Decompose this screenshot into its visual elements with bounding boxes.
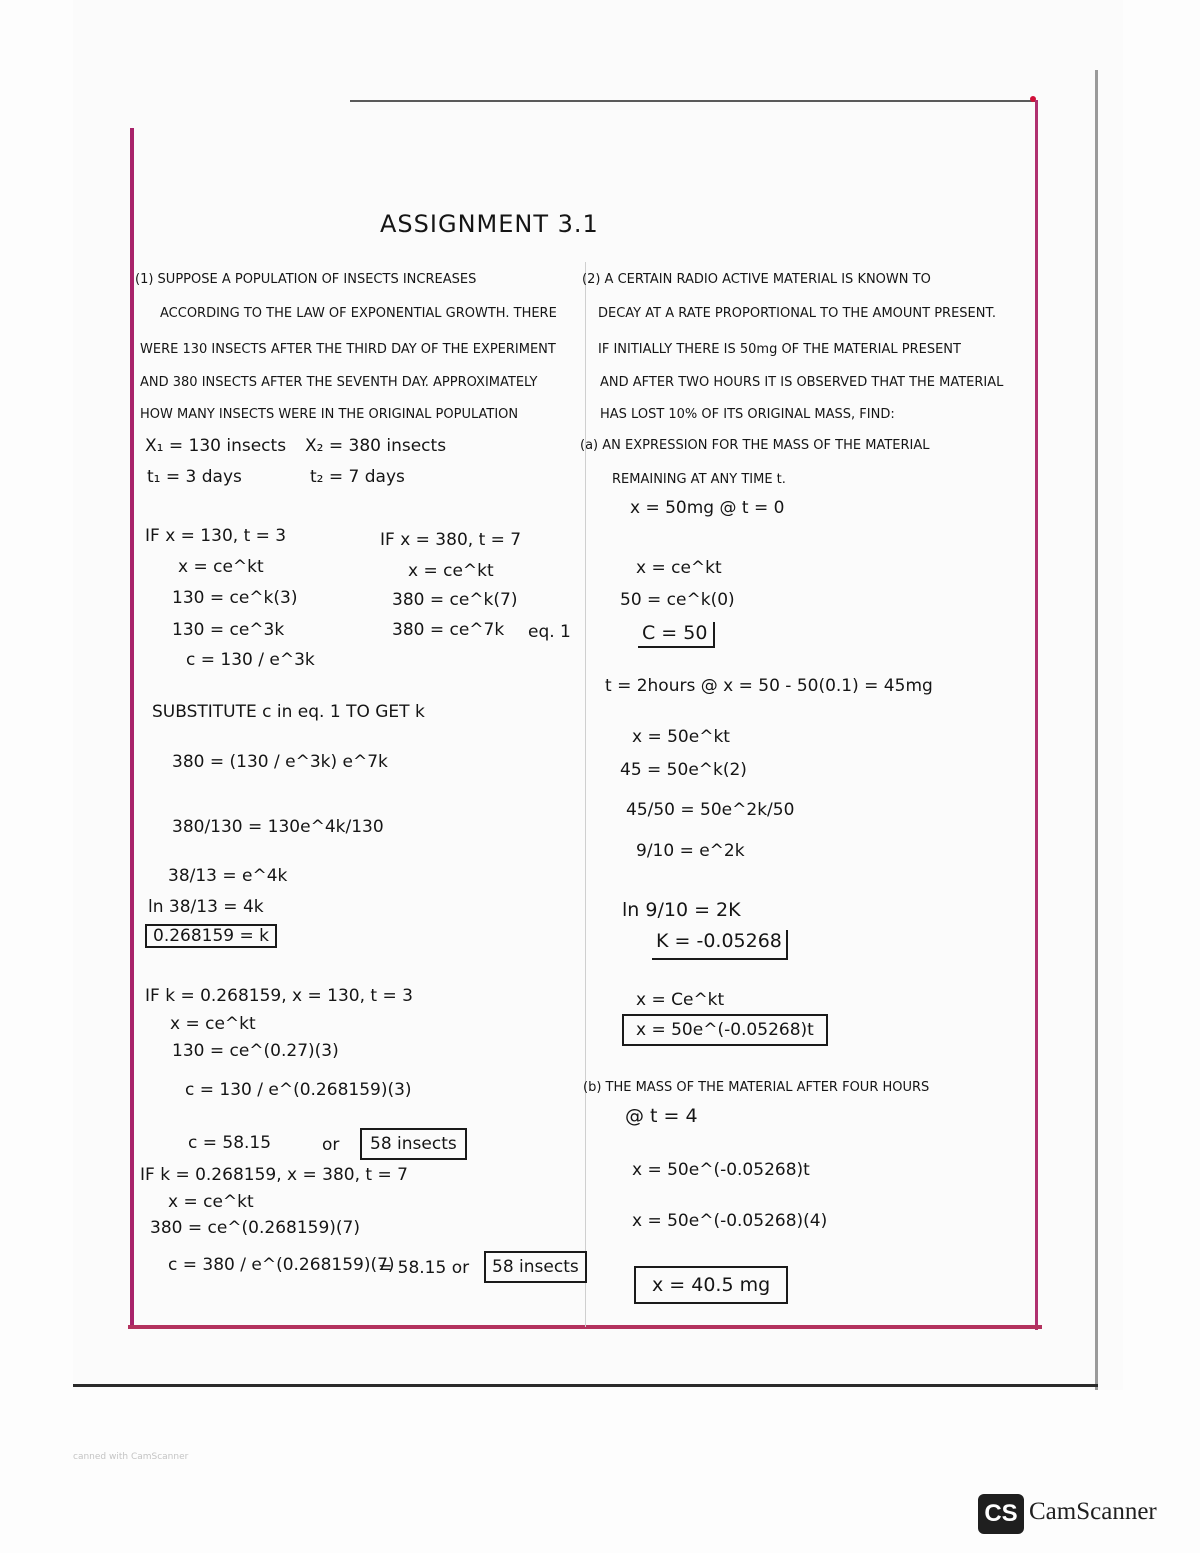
given-x2: X₂ = 380 insects	[305, 436, 447, 456]
problem-1-line: (1) SUPPOSE A POPULATION OF INSECTS INCREASES	[135, 272, 477, 287]
solve-a-line: x = ce^kt	[636, 558, 722, 578]
case1-line: 130 = ce^k(3)	[172, 588, 298, 608]
problem-2-line: DECAY AT A RATE PROPORTIONAL TO THE AMOUNT PRESENT.	[598, 306, 997, 321]
solve-k-line: 45 = 50e^k(2)	[620, 760, 747, 780]
problem-1-line: AND 380 INSECTS AFTER THE SEVENTH DAY. APPROXIMATELY	[140, 375, 538, 390]
part-b-line: (b) THE MASS OF THE MATERIAL AFTER FOUR HOURS	[583, 1080, 930, 1095]
scanned-watermark: canned with CamScanner	[73, 1452, 189, 1462]
solve-c1-line: 130 = ce^(0.27)(3)	[172, 1041, 339, 1061]
left-margin-line	[130, 128, 134, 1328]
substitute-line: 38/13 = e^4k	[168, 866, 288, 886]
right-margin-line	[1035, 100, 1038, 1330]
given-t2: t₂ = 7 days	[310, 467, 405, 487]
bottom-rule	[73, 1384, 1098, 1387]
problem-1-line: HOW MANY INSECTS WERE IN THE ORIGINAL POPULATION	[140, 407, 519, 422]
solve-c2-line: x = ce^kt	[168, 1192, 254, 1212]
expression-line: x = Ce^kt	[636, 990, 725, 1010]
camscanner-logo-icon: CS	[978, 1494, 1024, 1534]
answer-box-2: 58 insects	[484, 1251, 587, 1283]
problem-1-line: ACCORDING TO THE LAW OF EXPONENTIAL GROWTH. THERE	[160, 306, 557, 321]
solve-c2-line: 380 = ce^(0.268159)(7)	[150, 1218, 361, 1238]
solve-k-line: 45/50 = 50e^2k/50	[626, 800, 795, 820]
two-hours-line: t = 2hours @ x = 50 - 50(0.1) = 45mg	[605, 676, 933, 696]
substitute-line: SUBSTITUTE c in eq. 1 TO GET k	[152, 702, 425, 722]
solve-k-line: x = 50e^kt	[632, 727, 730, 747]
solve-k-line: ln 9/10 = 2K	[622, 899, 741, 921]
page-title: ASSIGNMENT 3.1	[380, 210, 599, 238]
substitute-line: ln 38/13 = 4k	[148, 897, 264, 917]
final-answer-box: x = 40.5 mg	[634, 1266, 788, 1304]
solve-c2-line: IF k = 0.268159, x = 380, t = 7	[140, 1165, 408, 1185]
case2-line: 380 = ce^7k	[392, 620, 505, 640]
case1-line: x = ce^kt	[178, 557, 264, 577]
case1-line: c = 130 / e^3k	[186, 650, 315, 670]
part-a-line: x = 50mg @ t = 0	[630, 498, 785, 518]
top-rule	[350, 100, 1036, 102]
paper-edge	[1095, 70, 1098, 1390]
solve-b-line: x = 50e^(-0.05268)(4)	[632, 1211, 828, 1231]
case2-line: 380 = ce^k(7)	[392, 590, 518, 610]
case2-line: IF x = 380, t = 7	[380, 530, 522, 550]
solve-a-line: 50 = ce^k(0)	[620, 590, 735, 610]
problem-2-line: AND AFTER TWO HOURS IT IS OBSERVED THAT THE MATERIAL	[600, 375, 1004, 390]
answer-box-1: 58 insects	[360, 1128, 467, 1160]
solve-c2-line: c = 380 / e^(0.268159)(7)	[168, 1255, 395, 1275]
case1-line: 130 = ce^3k	[172, 620, 285, 640]
problem-2-line: (2) A CERTAIN RADIO ACTIVE MATERIAL IS KNOWN TO	[582, 272, 931, 287]
solve-c1-line: IF k = 0.268159, x = 130, t = 3	[145, 986, 413, 1006]
expression-box: x = 50e^(-0.05268)t	[622, 1014, 828, 1046]
column-divider	[585, 262, 586, 1327]
given-t1: t₁ = 3 days	[147, 467, 242, 487]
solve-k-line: 9/10 = e^2k	[636, 841, 745, 861]
solve-c1-line: c = 130 / e^(0.268159)(3)	[185, 1080, 412, 1100]
problem-2-line: HAS LOST 10% OF ITS ORIGINAL MASS, FIND:	[600, 407, 895, 422]
part-a-line: (a) AN EXPRESSION FOR THE MASS OF THE MATERIAL	[580, 438, 930, 453]
given-x1: X₁ = 130 insects	[145, 436, 287, 456]
or-label: or	[322, 1135, 340, 1155]
case1-line: IF x = 130, t = 3	[145, 526, 287, 546]
k-result-box: 0.268159 = k	[145, 924, 277, 948]
camscanner-brand: CamScanner	[1029, 1498, 1157, 1525]
problem-2-line: IF INITIALLY THERE IS 50mg OF THE MATERIAL PRESENT	[598, 342, 961, 357]
substitute-line: 380/130 = 130e^4k/130	[172, 817, 384, 837]
solve-c1-line: c = 58.15	[188, 1133, 272, 1153]
substitute-line: 380 = (130 / e^3k) e^7k	[172, 752, 388, 772]
k-value-box: K = -0.05268	[652, 930, 788, 960]
eq1-label: eq. 1	[528, 622, 571, 642]
case2-line: x = ce^kt	[408, 561, 494, 581]
solve-c1-line: x = ce^kt	[170, 1014, 256, 1034]
part-b-line: @ t = 4	[625, 1105, 698, 1127]
part-a-line: REMAINING AT ANY TIME t.	[612, 472, 786, 487]
solve-c2-line: = 58.15 or	[378, 1258, 470, 1278]
solve-b-line: x = 50e^(-0.05268)t	[632, 1160, 810, 1180]
c-result-box: C = 50	[638, 622, 715, 648]
problem-1-line: WERE 130 INSECTS AFTER THE THIRD DAY OF THE EXPERIMENT	[140, 342, 556, 357]
